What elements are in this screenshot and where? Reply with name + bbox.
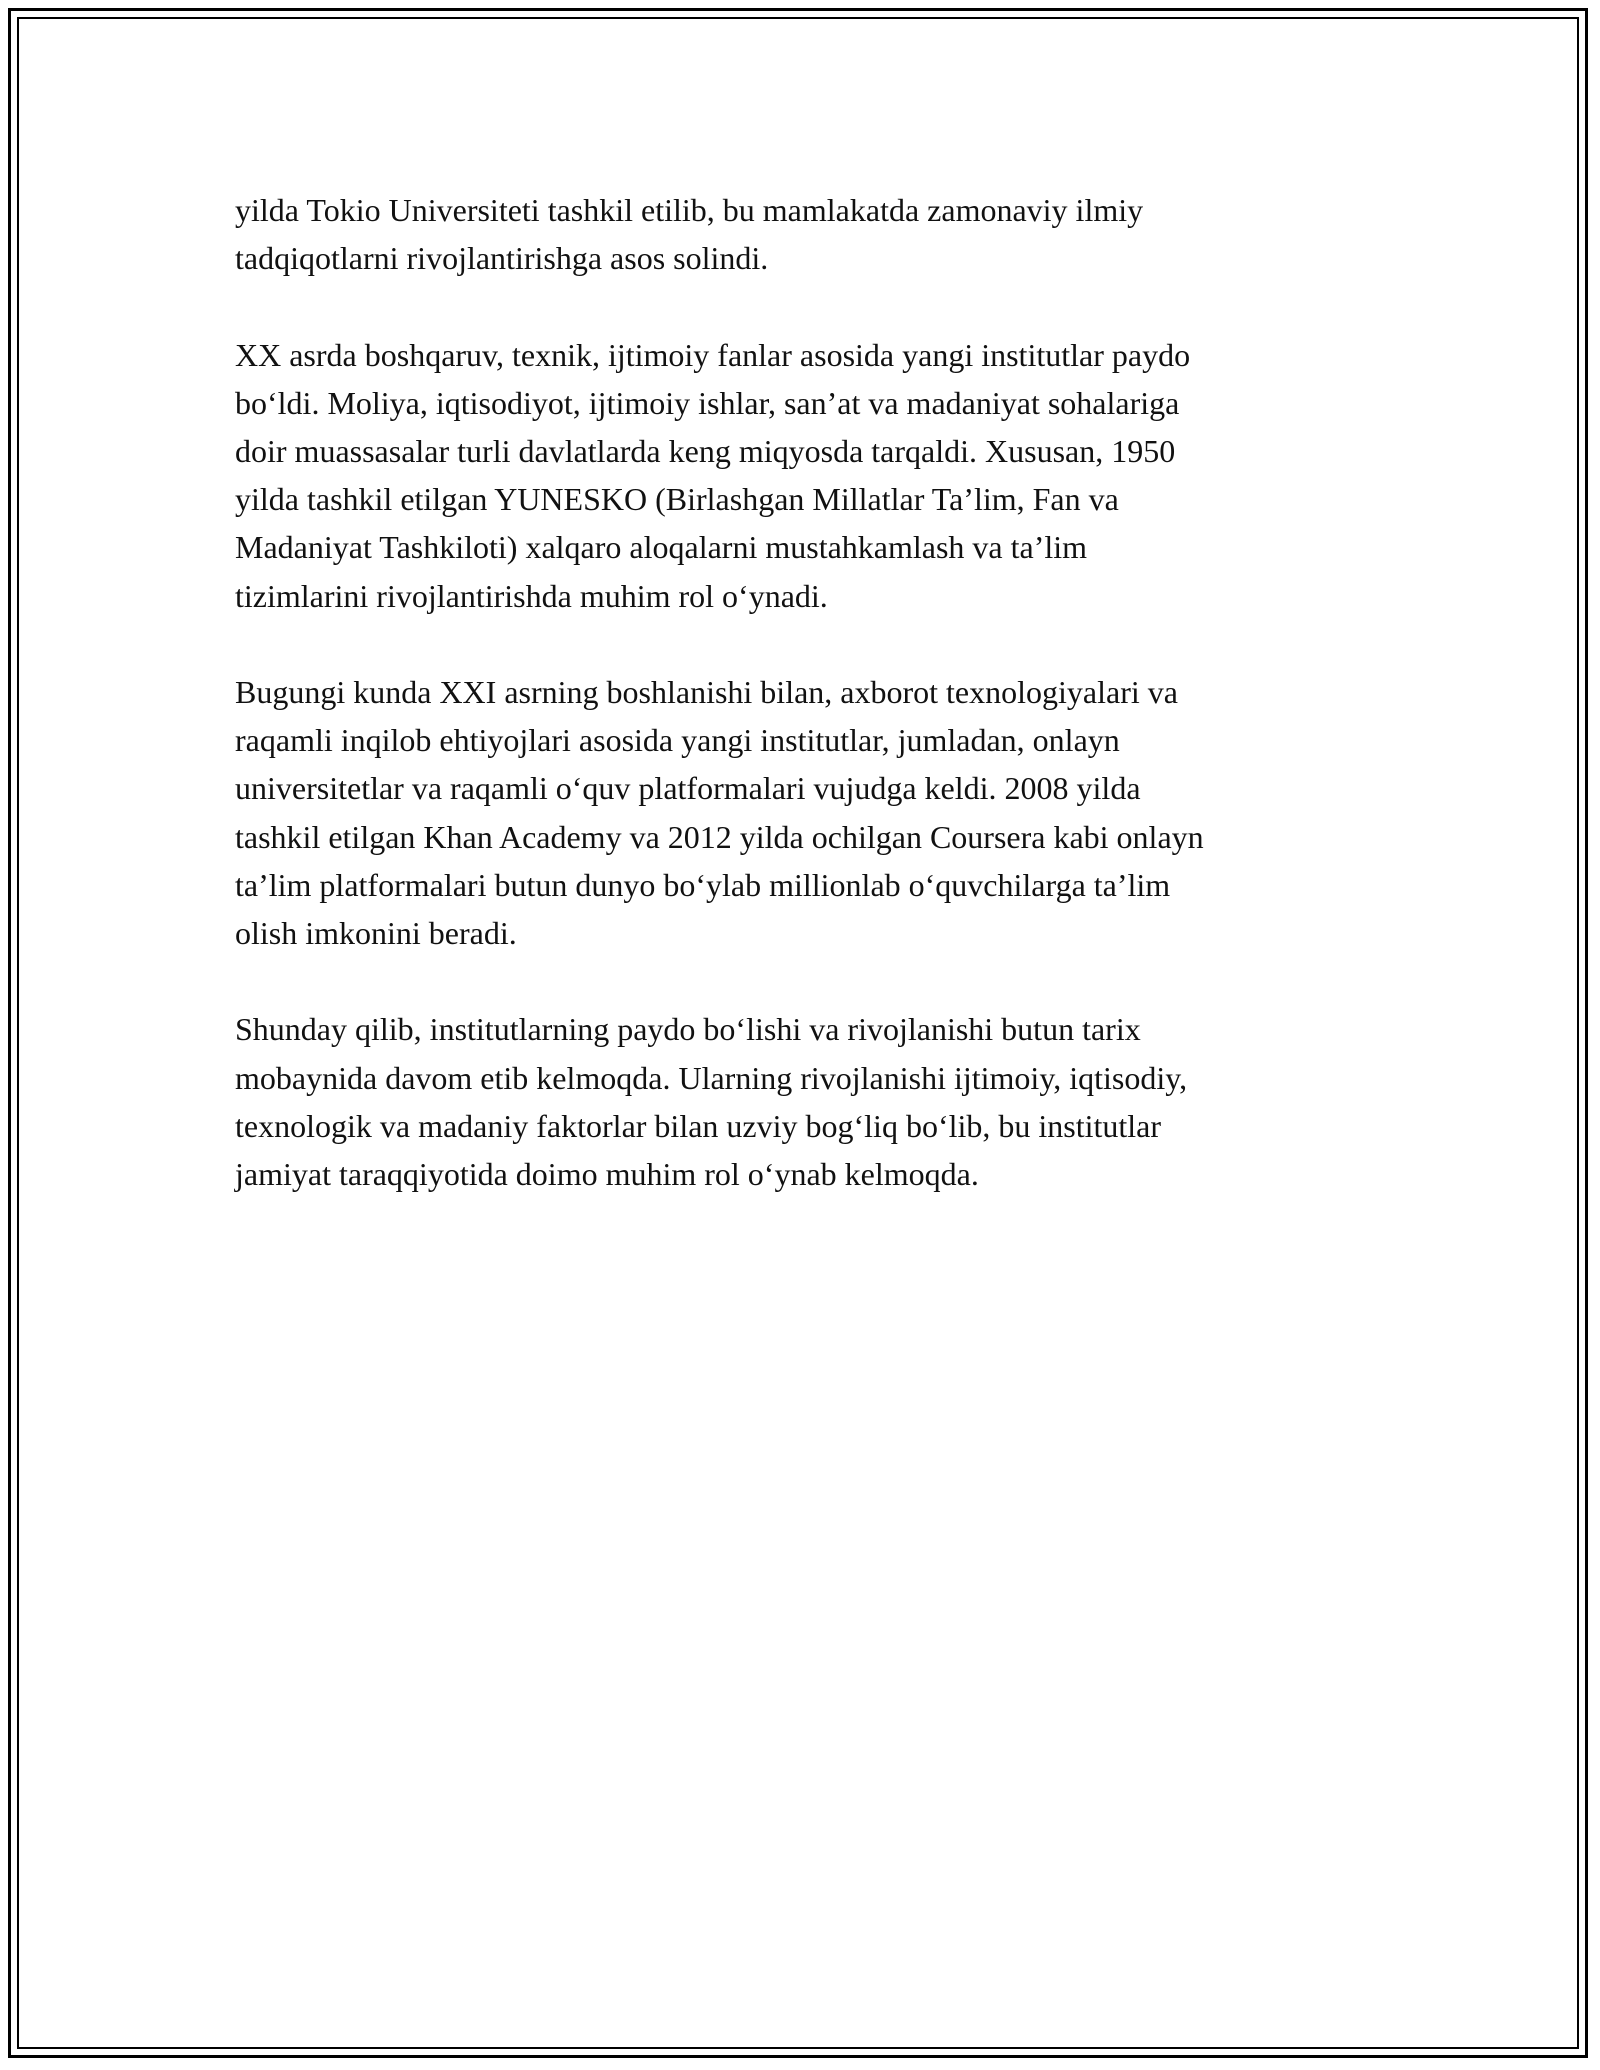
paragraph-2: XX asrda boshqaruv, texnik, ijtimoiy fanlar asosida yangi institutlar paydo bo‘ldi. Moliya, iqtisodiyot, ijtimoiy ishlar, san’at va madaniyat sohalariga doir muassasalar turli davlatlarda keng miqyosda tarqaldi. Xususan, 1950 yilda tashkil etilgan YUNESKO (Birlashgan Millatlar Ta’lim, Fan va Madaniyat Tashkiloti) xalqaro aloqalarni mustahkamlash va ta’lim tizimlarini rivojlantirishda muhim rol o‘ynadi. [235,336,1191,614]
paragraph-3: Bugungi kunda XXI asrning boshlanishi bilan, axborot texnologiyalari va raqamli inqilob ehtiyojlari asosida yangi institutlar, jumladan, onlayn universitetlar va raqamli o‘quv platformalari vujudga keldi. 2008 yilda tashkil etilgan Khan Academy va 2012 yilda ochilgan Coursera kabi onlayn ta’lim platformalari butun dunyo bo‘ylab millionlab o‘quvchilarga ta’lim olish imkonini beradi. [235,674,1204,952]
paragraph-4: Shunday qilib, institutlarning paydo bo‘lishi va rivojlanishi butun tarix mobaynida davom etib kelmoqda. Ularning rivojlanishi ijtimoiy, iqtisodiy, texnologik va madaniy faktorlar bilan uzviy bog‘liq bo‘lib, bu institutlar jamiyat taraqqiyotida doimo muhim rol o‘ynab kelmoqda. [235,1011,1188,1193]
document-body [235,186,1365,1246]
paragraph-1: yilda Tokio Universiteti tashkil etilib, bu mamlakatda zamonaviy ilmiy tadqiqotlarni rivojlantirishga asos solindi. [235,192,1144,277]
